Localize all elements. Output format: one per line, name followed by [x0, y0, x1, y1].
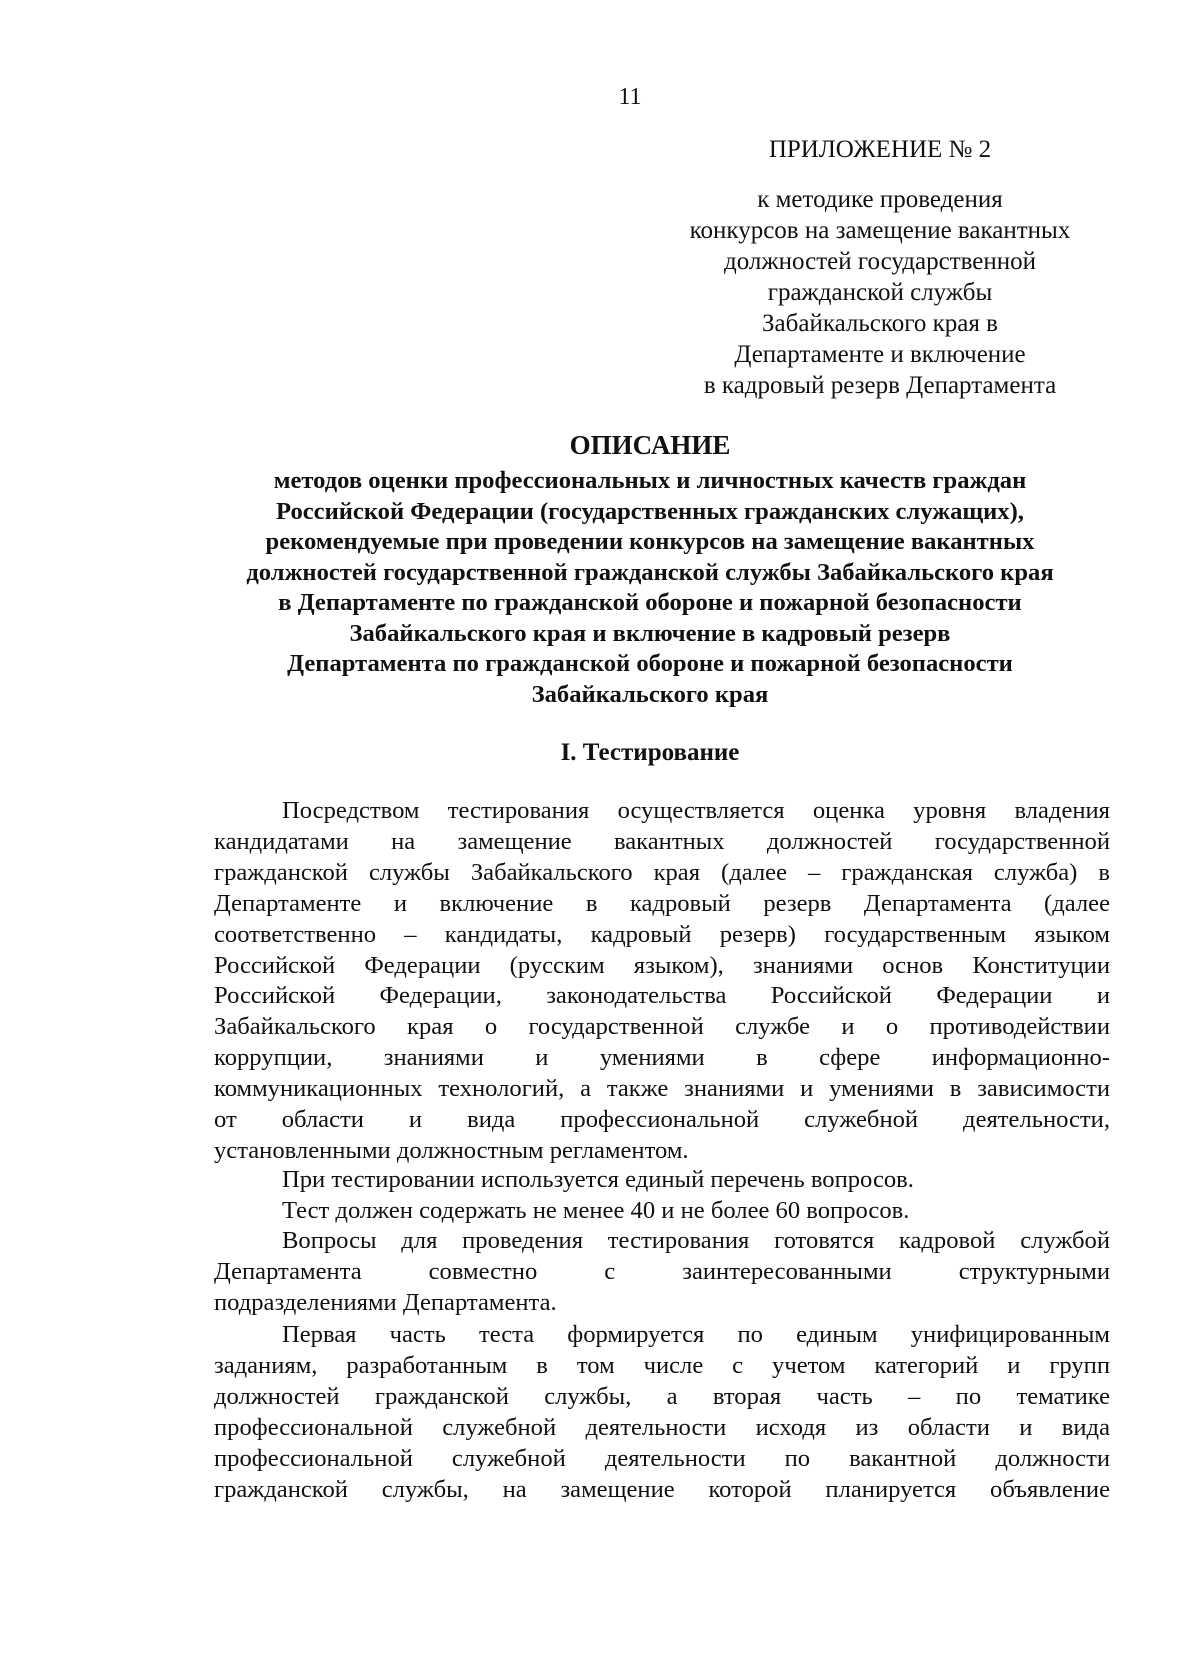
paragraph-line: от области и вида профессиональной служебной деятельности,: [214, 1106, 1110, 1134]
paragraph-line: Российской Федерации (русским языком), знаниями основ Конституции: [214, 951, 1110, 979]
paragraph-line: Департамента совместно с заинтересованными структурными: [214, 1257, 1110, 1285]
appendix-line: должностей государственной: [723, 248, 1037, 275]
subtitle-line: Забайкальского края и включение в кадровый резерв: [349, 619, 951, 647]
paragraph-line: гражданской службы Забайкальского края (далее – гражданская служба) в: [214, 858, 1110, 886]
appendix-caption: [660, 184, 1100, 401]
paragraph-line: подразделениями Департамента.: [214, 1288, 557, 1316]
subtitle-line: должностей государственной гражданской службы Забайкальского края: [246, 558, 1054, 586]
subtitle-line: Российской Федерации (государственных гражданских служащих),: [276, 497, 1024, 525]
appendix-title: ПРИЛОЖЕНИЕ № 2: [768, 136, 992, 163]
subtitle-line: Забайкальского края: [531, 680, 769, 708]
appendix-line: гражданской службы: [767, 279, 993, 306]
paragraph-line: При тестировании используется единый перечень вопросов.: [282, 1166, 914, 1193]
paragraph-test-structure: [214, 1320, 1110, 1505]
paragraph-line: коммуникационных технологий, а также знаниями и умениями в зависимости: [214, 1075, 1110, 1103]
paragraph-line: кандидатами на замещение вакантных должностей государственной: [214, 827, 1110, 855]
appendix-line: конкурсов на замещение вакантных: [689, 217, 1071, 244]
subtitle-line: рекомендуемые при проведении конкурсов на замещение вакантных: [265, 528, 1035, 555]
subtitle-line: Департамента по гражданской обороне и пожарной безопасности: [287, 650, 1013, 677]
paragraph-line: должностей гражданской службы, а вторая часть – по тематике: [214, 1382, 1110, 1410]
paragraph-question-prep: [214, 1226, 1110, 1319]
paragraph-line: Департаменте и включение в кадровый резерв Департамента (далее: [214, 889, 1110, 917]
paragraph-questions: [214, 1165, 1110, 1227]
paragraph-line: Посредством тестирования осуществляется оценка уровня владения: [282, 797, 1110, 824]
paragraph-line: Российской Федерации, законодательства Российской Федерации и: [214, 982, 1110, 1010]
paragraph-line: коррупции, знаниями и умениями в сфере информационно-: [214, 1044, 1110, 1072]
appendix-line: Департаменте и включение: [734, 341, 1026, 368]
paragraph-line: Первая часть теста формируется по единым унифицированным: [282, 1321, 1110, 1348]
subtitle-line: в Департаменте по гражданской обороне и пожарной безопасности: [278, 589, 1022, 616]
page-number: 11: [618, 84, 642, 110]
document-title: ОПИСАНИЕ: [569, 430, 731, 460]
paragraph-testing-scope: [214, 796, 1110, 1167]
paragraph-line: установленными должностным регламентом.: [214, 1136, 689, 1164]
paragraph-line: Тест должен содержать не менее 40 и не более 60 вопросов.: [282, 1196, 910, 1224]
paragraph-line: соответственно – кандидаты, кадровый резерв) государственным языком: [214, 920, 1110, 948]
appendix-line: к методике проведения: [757, 186, 1003, 213]
document-subtitle: [150, 466, 1150, 710]
paragraph-line: гражданской службы, на замещение которой планируется объявление: [214, 1475, 1110, 1503]
paragraph-line: профессиональной служебной деятельности по вакантной должности: [214, 1444, 1110, 1472]
section-heading: I. Тестирование: [560, 739, 740, 766]
appendix-line: Забайкальского края в: [762, 310, 998, 337]
paragraph-line: Вопросы для проведения тестирования готовятся кадровой службой: [282, 1227, 1110, 1254]
appendix-line: в кадровый резерв Департамента: [703, 372, 1057, 399]
paragraph-line: профессиональной служебной деятельности исходя из области и вида: [214, 1413, 1110, 1441]
subtitle-line: методов оценки профессиональных и личностных качеств граждан: [273, 467, 1027, 494]
paragraph-line: Забайкальского края о государственной службе и о противодействии: [214, 1013, 1110, 1041]
paragraph-line: заданиям, разработанным в том числе с учетом категорий и групп: [214, 1351, 1110, 1379]
